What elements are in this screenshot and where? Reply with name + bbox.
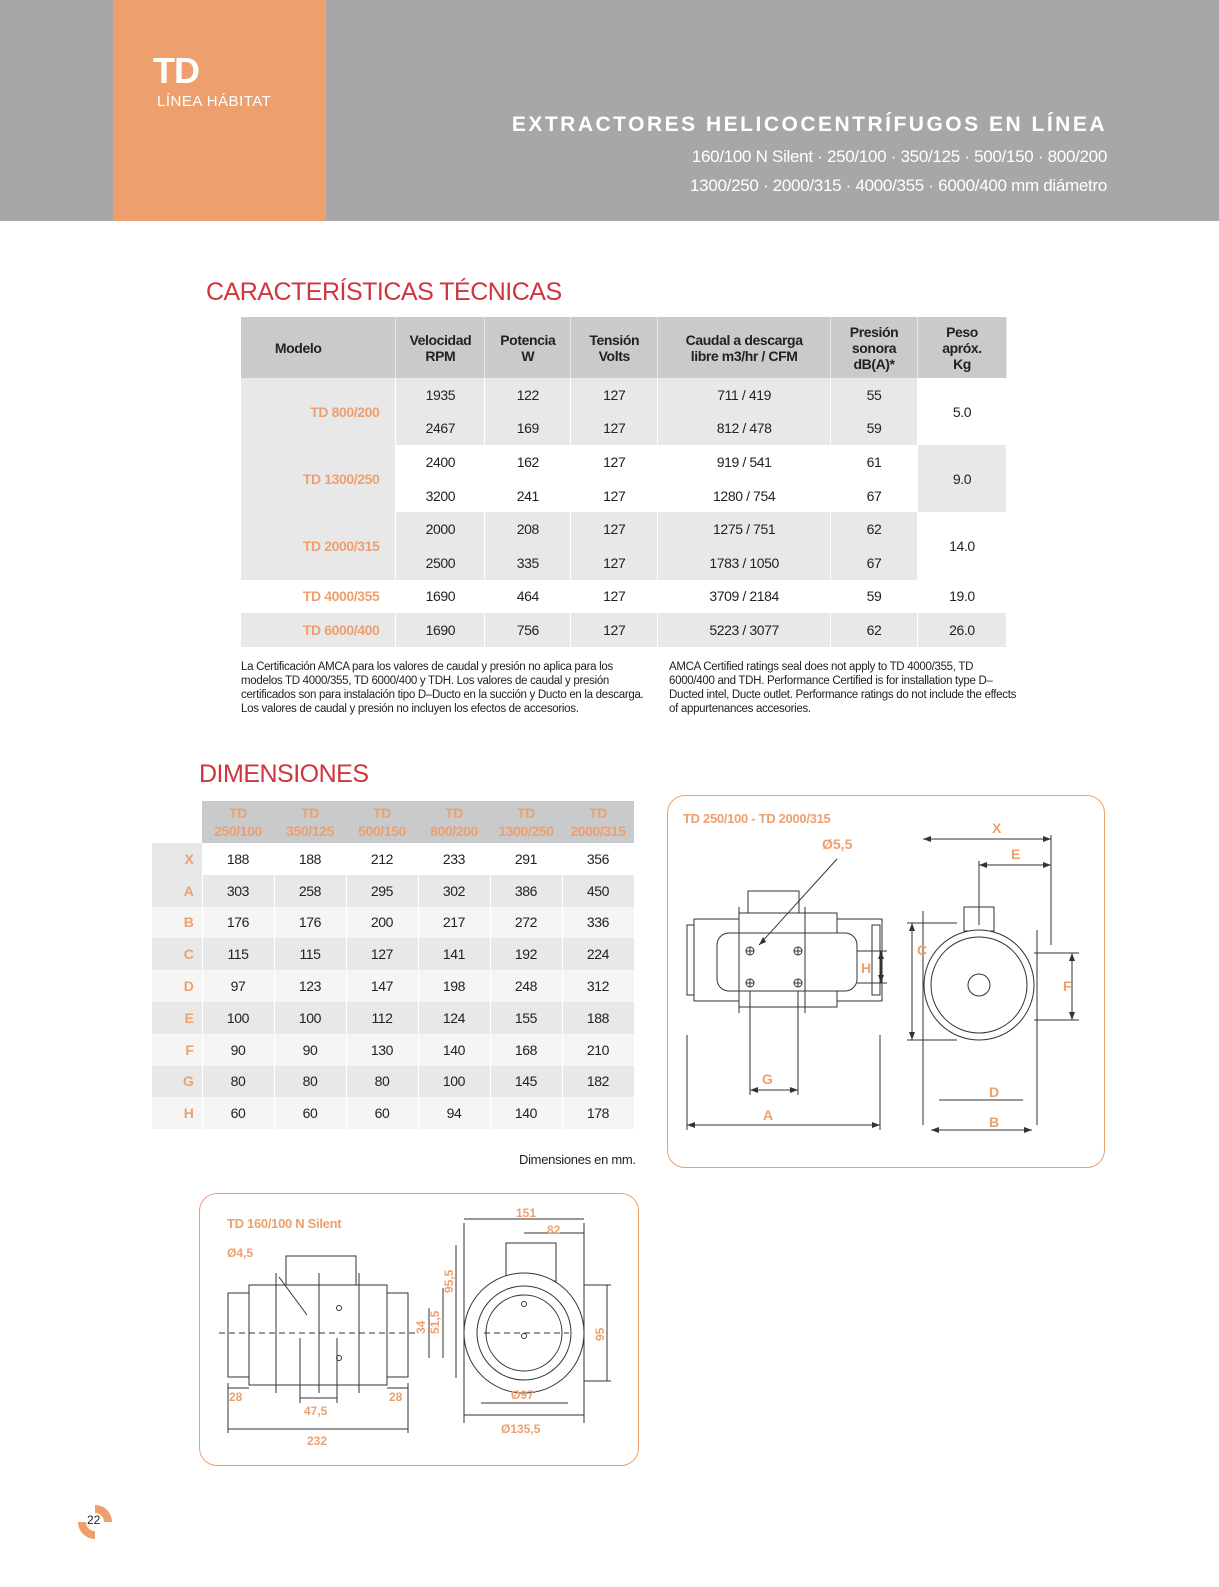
dims-cell: 94 [418, 1097, 490, 1129]
dims-cell: 291 [490, 843, 562, 875]
dims-cell: 100 [418, 1066, 490, 1098]
dim-hole-label: Ø5,5 [822, 836, 853, 852]
header-orange-block [113, 0, 326, 221]
dims-row-label: E [152, 1002, 202, 1034]
dims-cell: 155 [490, 1002, 562, 1034]
cell-power: 464 [485, 580, 571, 614]
col-noise: Presión sonora dB(A)* [831, 317, 918, 378]
dims-cell: 112 [346, 1002, 418, 1034]
tech-section-title: CARACTERÍSTICAS TÉCNICAS [206, 278, 562, 306]
model-name: TD 1300/250 [241, 445, 396, 512]
cell-rpm: 2500 [396, 546, 485, 580]
dims-cell: 90 [202, 1034, 274, 1066]
cell-flow: 5223 / 3077 [658, 613, 831, 647]
dims-row-label: G [152, 1066, 202, 1098]
dims-cell: 90 [274, 1034, 346, 1066]
dims-cell: 450 [562, 875, 634, 907]
cell-rpm: 2400 [396, 445, 485, 479]
cell-rpm: 2467 [396, 412, 485, 446]
dims-row-label: C [152, 938, 202, 970]
dims-cell: 336 [562, 907, 634, 939]
dims-cell: 188 [274, 843, 346, 875]
dims-cell: 217 [418, 907, 490, 939]
dims-cell: 145 [490, 1066, 562, 1098]
dims-cell: 302 [418, 875, 490, 907]
dims-col-header: TD 2000/315 [562, 801, 634, 843]
cell-weight: 5.0 [918, 378, 1007, 445]
cell-noise: 61 [831, 445, 918, 479]
fan-diagram-large [667, 795, 1105, 1168]
dims-cell: 60 [346, 1097, 418, 1129]
dims-cell: 248 [490, 970, 562, 1002]
model-name: TD 6000/400 [241, 613, 396, 647]
dims-row [152, 1097, 634, 1129]
dims-row [152, 875, 634, 907]
dim-e-label: E [1011, 846, 1021, 862]
table-row [241, 613, 1007, 647]
cell-power: 241 [485, 479, 571, 513]
cell-voltage: 127 [571, 580, 658, 614]
dim-f-label: F [1063, 978, 1072, 994]
cell-power: 122 [485, 378, 571, 412]
table-row [241, 580, 1007, 614]
dims-cell: 233 [418, 843, 490, 875]
cell-power: 208 [485, 512, 571, 546]
cell-voltage: 127 [571, 546, 658, 580]
dims-cell: 192 [490, 938, 562, 970]
dim-97: Ø97 [511, 1388, 534, 1402]
dims-cell: 303 [202, 875, 274, 907]
dims-col-header: TD 250/100 [202, 801, 274, 843]
dims-row [152, 843, 634, 875]
dim-135-5: Ø135,5 [501, 1422, 541, 1436]
dim-g-label: G [762, 1071, 773, 1087]
dims-cell: 80 [274, 1066, 346, 1098]
dim-d-label: D [989, 1084, 1000, 1100]
dims-cell: 97 [202, 970, 274, 1002]
dim-34: 34 [414, 1320, 428, 1334]
dims-row-label: A [152, 875, 202, 907]
dim-c-label: C [917, 942, 928, 958]
dims-row [152, 970, 634, 1002]
dims-corner [152, 801, 202, 843]
cell-noise: 55 [831, 378, 918, 412]
dims-cell: 141 [418, 938, 490, 970]
tech-table [241, 317, 1007, 647]
dims-cell: 182 [562, 1066, 634, 1098]
dims-cell: 60 [202, 1097, 274, 1129]
dim-82: 82 [547, 1223, 561, 1237]
model-name: TD 800/200 [241, 378, 396, 445]
dims-cell: 176 [202, 907, 274, 939]
dims-cell: 80 [202, 1066, 274, 1098]
dims-row-label: X [152, 843, 202, 875]
dims-cell: 100 [274, 1002, 346, 1034]
product-line: LÍNEA HÁBITAT [157, 93, 272, 110]
cell-rpm: 1935 [396, 378, 485, 412]
dim-47-5: 47,5 [304, 1404, 328, 1418]
dims-section-title: DIMENSIONES [199, 760, 369, 788]
cell-flow: 1783 / 1050 [658, 546, 831, 580]
dims-row-label: F [152, 1034, 202, 1066]
dims-table [152, 801, 635, 1129]
dims-cell: 123 [274, 970, 346, 1002]
cell-noise: 62 [831, 512, 918, 546]
dim-b-label: B [989, 1114, 1000, 1130]
cell-weight: 19.0 [918, 580, 1007, 614]
tech-header-row [241, 317, 1007, 378]
dims-row [152, 1034, 634, 1066]
dim-95: 95 [593, 1327, 607, 1341]
product-code: TD [153, 50, 199, 91]
table-row [241, 378, 1007, 412]
cell-voltage: 127 [571, 378, 658, 412]
dims-col-header: TD 1300/250 [490, 801, 562, 843]
dims-cell: 188 [202, 843, 274, 875]
dims-col-header: TD 800/200 [418, 801, 490, 843]
dims-cell: 140 [490, 1097, 562, 1129]
cell-noise: 59 [831, 412, 918, 446]
dims-cell: 100 [202, 1002, 274, 1034]
dims-cell: 198 [418, 970, 490, 1002]
col-speed: Velocidad RPM [396, 317, 485, 378]
dims-cell: 312 [562, 970, 634, 1002]
col-power: Potencia W [485, 317, 571, 378]
dims-row [152, 938, 634, 970]
model-name: TD 4000/355 [241, 580, 396, 614]
dims-cell: 386 [490, 875, 562, 907]
cell-flow: 812 / 478 [658, 412, 831, 446]
dims-cell: 115 [202, 938, 274, 970]
dims-col-header: TD 350/125 [274, 801, 346, 843]
col-model: Modelo [241, 317, 396, 378]
cell-flow: 919 / 541 [658, 445, 831, 479]
cell-flow: 711 / 419 [658, 378, 831, 412]
dims-cell: 130 [346, 1034, 418, 1066]
dims-header-row [152, 801, 634, 843]
dim-x-label: X [992, 820, 1002, 836]
col-weight: Peso apróx. Kg [918, 317, 1007, 378]
cell-noise: 67 [831, 479, 918, 513]
cell-voltage: 127 [571, 445, 658, 479]
dims-cell: 258 [274, 875, 346, 907]
cell-voltage: 127 [571, 412, 658, 446]
dims-cell: 147 [346, 970, 418, 1002]
subtitle-line-1: 160/100 N Silent · 250/100 · 350/125 · 500/150 · 800/200 [691, 147, 1107, 166]
cell-weight: 26.0 [918, 613, 1007, 647]
dims-cell: 224 [562, 938, 634, 970]
diagram-a-title: TD 250/100 - TD 2000/315 [683, 811, 831, 826]
dim-hole-small: Ø4,5 [227, 1246, 254, 1260]
dims-cell: 176 [274, 907, 346, 939]
dim-232: 232 [307, 1434, 328, 1448]
cell-power: 169 [485, 412, 571, 446]
cell-noise: 59 [831, 580, 918, 614]
dim-h-label: H [861, 960, 872, 976]
cell-noise: 67 [831, 546, 918, 580]
dims-col-header: TD 500/150 [346, 801, 418, 843]
dims-row-label: H [152, 1097, 202, 1129]
dim-95-5: 95,5 [442, 1269, 456, 1293]
dim-151: 151 [516, 1206, 537, 1220]
dims-cell: 272 [490, 907, 562, 939]
dims-row [152, 1002, 634, 1034]
dims-cell: 212 [346, 843, 418, 875]
dim-28-left: 28 [229, 1390, 243, 1404]
cell-power: 162 [485, 445, 571, 479]
dims-cell: 115 [274, 938, 346, 970]
dims-cell: 168 [490, 1034, 562, 1066]
cell-rpm: 3200 [396, 479, 485, 513]
fan-diagram-small [199, 1193, 639, 1466]
dims-cell: 210 [562, 1034, 634, 1066]
col-flow: Caudal a descarga libre m3/hr / CFM [658, 317, 831, 378]
page-title: EXTRACTORES HELICOCENTRÍFUGOS EN LÍNEA [511, 113, 1107, 136]
cell-power: 335 [485, 546, 571, 580]
cell-weight: 14.0 [918, 512, 1007, 579]
dims-row [152, 1066, 634, 1098]
cell-noise: 62 [831, 613, 918, 647]
dims-cell: 200 [346, 907, 418, 939]
dims-cell: 188 [562, 1002, 634, 1034]
dims-cell: 127 [346, 938, 418, 970]
note-english: AMCA Certified ratings seal does not apply to TD 4000/355, TD 6000/400 and TDH. Performance Certified is for installation type D–Ducted intel, Ducte outlet. Performance ratings do not include the effects of appurtenances accesories. [669, 661, 1017, 715]
cell-rpm: 1690 [396, 613, 485, 647]
dims-cell: 80 [346, 1066, 418, 1098]
dim-a-label: A [763, 1107, 774, 1123]
cell-voltage: 127 [571, 479, 658, 513]
cell-voltage: 127 [571, 512, 658, 546]
diagram-b-title: TD 160/100 N Silent [227, 1216, 342, 1231]
dims-row-label: B [152, 907, 202, 939]
col-voltage: Tensión Volts [571, 317, 658, 378]
dims-cell: 140 [418, 1034, 490, 1066]
cell-power: 756 [485, 613, 571, 647]
cell-voltage: 127 [571, 613, 658, 647]
cell-rpm: 1690 [396, 580, 485, 614]
dims-cell: 178 [562, 1097, 634, 1129]
dim-28-right: 28 [389, 1390, 403, 1404]
cell-rpm: 2000 [396, 512, 485, 546]
cell-flow: 1280 / 754 [658, 479, 831, 513]
dims-cell: 60 [274, 1097, 346, 1129]
dims-row-label: D [152, 970, 202, 1002]
note-spanish: La Certificación AMCA para los valores de caudal y presión no aplica para los modelos TD 4000/355, TD 6000/400 y TDH. Los valores de caudal y presión certificados son para instalación tipo D–Ducto en la succión y Ducto en la descarga. Los valores de caudal y presión no incluyen los efectos de accesorios. [241, 661, 644, 715]
cell-weight: 9.0 [918, 445, 1007, 512]
dims-cell: 356 [562, 843, 634, 875]
cell-flow: 1275 / 751 [658, 512, 831, 546]
table-row [241, 512, 1007, 546]
dims-cell: 295 [346, 875, 418, 907]
model-name: TD 2000/315 [241, 512, 396, 579]
subtitle-line-2: 1300/250 · 2000/315 · 4000/355 · 6000/400 mm diámetro [690, 176, 1107, 195]
dims-footnote: Dimensiones en mm. [519, 1152, 636, 1167]
page-number: 22 [87, 1513, 101, 1527]
dims-row [152, 907, 634, 939]
cell-flow: 3709 / 2184 [658, 580, 831, 614]
dim-51-5: 51,5 [428, 1310, 442, 1334]
table-row [241, 445, 1007, 479]
dims-cell: 124 [418, 1002, 490, 1034]
